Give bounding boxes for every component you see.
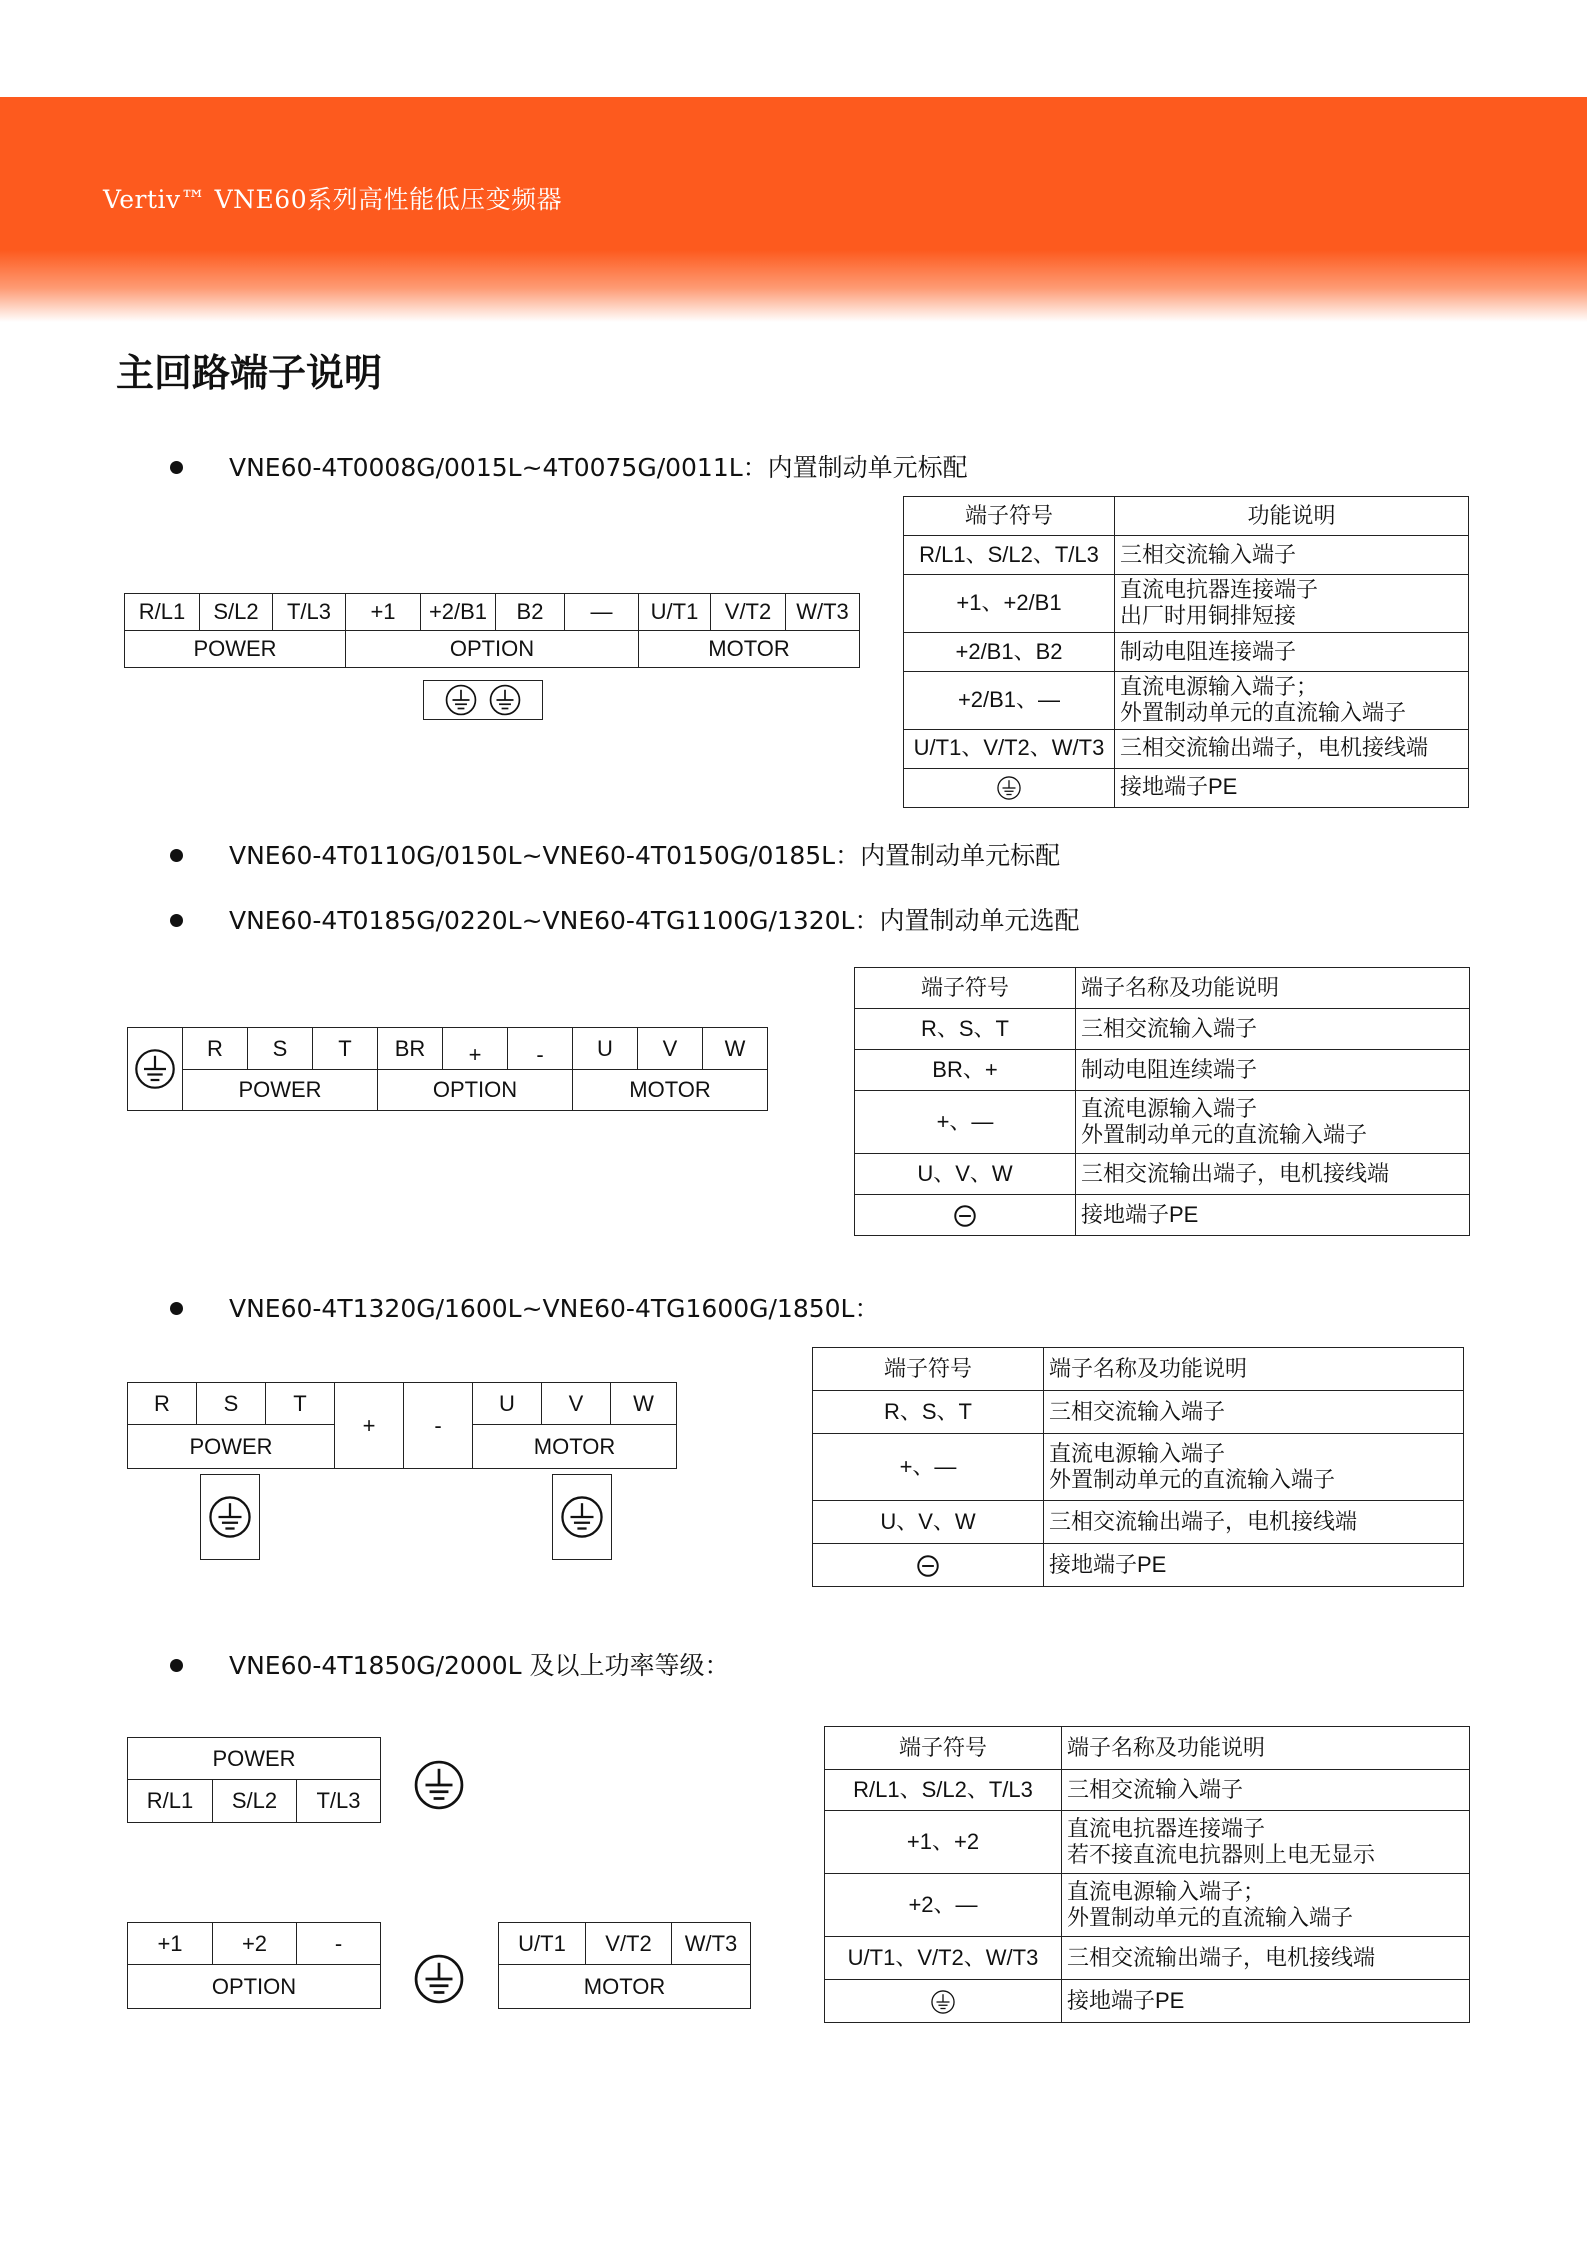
table-row [855,1154,1470,1195]
table-header: 端子符号 [855,968,1076,1009]
table-cell-symbol: +、— [855,1091,1076,1154]
function-table-2 [854,967,1470,1236]
table-header: 端子名称及功能说明 [1044,1348,1464,1391]
table-row [813,1544,1464,1587]
table-cell-desc [1062,1874,1470,1937]
table-cell-symbol: U、V、W [855,1154,1076,1195]
terminal-block: R [127,1382,197,1425]
table-header: 端子符号 [825,1727,1062,1770]
ground-terminal-block [552,1474,612,1560]
table-cell-desc: 三相交流输出端子，电机接线端 [1115,729,1469,768]
table-row [825,1770,1470,1811]
terminal-block: V/T2 [710,593,786,631]
terminal-block: + [442,1027,508,1070]
terminal-block: W [610,1382,677,1425]
ground-terminal-block [127,1027,183,1111]
ground-icon [412,1758,466,1812]
desc-line: 外置制动单元的直流输入端子 [1067,1905,1354,1930]
section-bullet [170,901,1079,937]
table-row [855,1195,1470,1236]
desc-line: 直流电抗器连接端子 [1120,577,1319,602]
table-row [825,1811,1470,1874]
bullet-dot [170,914,183,927]
table-row [825,1980,1470,2023]
section-bullet [170,1289,879,1325]
desc-line: 外置制动单元的直流输入端子 [1049,1467,1336,1492]
terminal-block: BR [377,1027,443,1070]
desc-line: 若不接直流电抗器则上电无显示 [1067,1842,1376,1867]
ground-icon [133,1047,177,1091]
table-cell-desc: 接地端子PE [1062,1980,1470,2023]
bullet-text: VNE60-4T1850G/2000L 及以上功率等级： [229,1651,730,1680]
table-cell-symbol: +2、— [825,1874,1062,1937]
desc-line: 直流电源输入端子 [1049,1440,1226,1466]
desc-line: 出厂时用铜排短接 [1120,603,1297,629]
table-header: 端子符号 [904,497,1115,536]
terminal-block: W/T3 [671,1922,751,1965]
bullet-text: VNE60-4T1320G/1600L~VNE60-4TG1600G/1850L： [229,1294,880,1323]
table-cell-desc: 接地端子PE [1115,768,1469,807]
group-label-motor: MOTOR [472,1424,677,1469]
table-cell-desc: 三相交流输出端子，电机接线端 [1062,1937,1470,1980]
group-label-power: POWER [182,1069,378,1111]
table-cell-symbol [813,1544,1044,1587]
terminal-block: + [334,1382,404,1469]
bullet-text: VNE60-4T0008G/0015L~4T0075G/0011L：内置制动单元标配 [229,453,968,482]
table-cell-symbol: R、S、T [855,1009,1076,1050]
table-cell-symbol: +、— [813,1434,1044,1501]
terminal-block: U/T1 [498,1922,586,1965]
terminal-block: V [637,1027,703,1070]
table-row [904,575,1469,633]
ground-icon [996,775,1022,801]
group-label-option: OPTION [345,630,639,668]
table-row [904,632,1469,671]
table-cell-symbol: U、V、W [813,1501,1044,1544]
table-row [855,1091,1470,1154]
table-cell-desc [1115,575,1469,633]
terminal-block: +1 [345,593,421,631]
terminal-block: S/L2 [199,593,273,631]
table-row [813,1501,1464,1544]
desc-line: 直流电源输入端子 [1081,1095,1258,1121]
table-row [825,1874,1470,1937]
terminal-block: - [507,1027,573,1070]
ground-icon [952,1203,978,1229]
table-cell-desc: 三相交流输出端子，电机接线端 [1044,1501,1464,1544]
terminal-block: U [572,1027,638,1070]
group-label-motor: MOTOR [572,1069,768,1111]
table-header: 端子名称及功能说明 [1062,1727,1470,1770]
ground-icon [488,683,522,717]
terminal-block: U/T1 [638,593,711,631]
table-cell-desc: 三相交流输入端子 [1115,536,1469,575]
table-row [904,729,1469,768]
table-cell-symbol: +1、+2 [825,1811,1062,1874]
function-table-3 [812,1347,1464,1587]
table-cell-symbol: R/L1、S/L2、T/L3 [825,1770,1062,1811]
table-header: 功能说明 [1115,497,1469,536]
bullet-text: VNE60-4T0185G/0220L~VNE60-4TG1100G/1320L：内置制动单元选配 [229,906,1080,935]
terminal-block: - [403,1382,473,1469]
terminal-block: +2 [212,1922,297,1965]
terminal-block: U [472,1382,542,1425]
header-title: Vertiv™ VNE60系列高性能低压变频器 [103,185,563,214]
section-bullet [170,836,1060,872]
table-cell-desc: 接地端子PE [1076,1195,1470,1236]
terminal-block: — [564,593,639,631]
table-cell-desc [1076,1091,1470,1154]
table-row [813,1434,1464,1501]
table-cell-symbol: +2/B1、— [904,671,1115,729]
group-label-option: OPTION [127,1964,381,2009]
group-label-option: OPTION [377,1069,573,1111]
bullet-text: VNE60-4T0110G/0150L~VNE60-4T0150G/0185L：内置制动单元标配 [229,841,1061,870]
table-cell-symbol [825,1980,1062,2023]
table-row [855,1050,1470,1091]
table-row [904,671,1469,729]
ground-icon [915,1553,941,1579]
table-cell-symbol: U/T1、V/T2、W/T3 [825,1937,1062,1980]
table-cell-desc [1115,671,1469,729]
table-cell-desc: 制动电阻连续端子 [1076,1050,1470,1091]
function-table-4 [824,1726,1470,2023]
terminal-block: V [541,1382,611,1425]
table-cell-symbol: BR、+ [855,1050,1076,1091]
table-cell-symbol: U/T1、V/T2、W/T3 [904,729,1115,768]
table-row [813,1391,1464,1434]
section-bullet [170,1646,730,1682]
terminal-block: - [296,1922,381,1965]
group-label-motor: MOTOR [498,1964,751,2009]
desc-line: 直流电抗器连接端子 [1067,1815,1266,1841]
table-cell-symbol: R/L1、S/L2、T/L3 [904,536,1115,575]
table-cell-symbol: +1、+2/B1 [904,575,1115,633]
ground-icon [412,1952,466,2006]
terminal-block: B2 [495,593,565,631]
terminal-block: T [312,1027,378,1070]
table-cell-symbol: +2/B1、B2 [904,632,1115,671]
terminal-block: T [265,1382,335,1425]
terminal-block: T/L3 [272,593,346,631]
table-cell-desc: 接地端子PE [1044,1544,1464,1587]
bullet-dot [170,461,183,474]
bullet-dot [170,1659,183,1672]
table-cell-desc: 三相交流输入端子 [1076,1009,1470,1050]
terminal-block: S [247,1027,313,1070]
terminal-block: R/L1 [127,1779,213,1823]
table-cell-desc [1044,1434,1464,1501]
section-bullet [170,448,968,484]
table-header: 端子名称及功能说明 [1076,968,1470,1009]
terminal-block: W [702,1027,768,1070]
group-label-motor: MOTOR [638,630,860,668]
desc-line: 外置制动单元的直流输入端子 [1081,1122,1368,1147]
terminal-block: S/L2 [212,1779,297,1823]
table-row [825,1937,1470,1980]
bullet-dot [170,1302,183,1315]
terminal-block: R/L1 [124,593,200,631]
ground-terminal-block [423,680,543,720]
table-row [904,536,1469,575]
ground-icon [930,1989,956,2015]
desc-line: 直流电源输入端子； [1120,673,1319,699]
terminal-block: W/T3 [785,593,860,631]
group-label-power: POWER [124,630,346,668]
ground-icon [444,683,478,717]
table-row [855,1009,1470,1050]
desc-line: 外置制动单元的直流输入端子 [1120,700,1407,726]
terminal-block: +1 [127,1922,213,1965]
terminal-block: R [182,1027,248,1070]
ground-icon [559,1494,605,1540]
table-cell-symbol [855,1195,1076,1236]
table-cell-symbol [904,768,1115,807]
table-cell-symbol: R、S、T [813,1391,1044,1434]
group-label-power: POWER [127,1737,381,1780]
table-header: 端子符号 [813,1348,1044,1391]
table-cell-desc: 三相交流输入端子 [1044,1391,1464,1434]
bullet-dot [170,849,183,862]
ground-icon [207,1494,253,1540]
terminal-block: S [196,1382,266,1425]
terminal-block: +2/B1 [420,593,496,631]
table-cell-desc: 三相交流输出端子，电机接线端 [1076,1154,1470,1195]
table-cell-desc: 制动电阻连接端子 [1115,632,1469,671]
desc-line: 直流电源输入端子； [1067,1878,1266,1904]
function-table-1 [903,496,1469,808]
group-label-power: POWER [127,1424,335,1469]
table-row [904,768,1469,807]
table-cell-desc [1062,1811,1470,1874]
table-cell-desc: 三相交流输入端子 [1062,1770,1470,1811]
terminal-block: T/L3 [296,1779,381,1823]
ground-terminal-block [200,1474,260,1560]
terminal-block: V/T2 [585,1922,672,1965]
page-title: 主回路端子说明 [116,351,383,395]
